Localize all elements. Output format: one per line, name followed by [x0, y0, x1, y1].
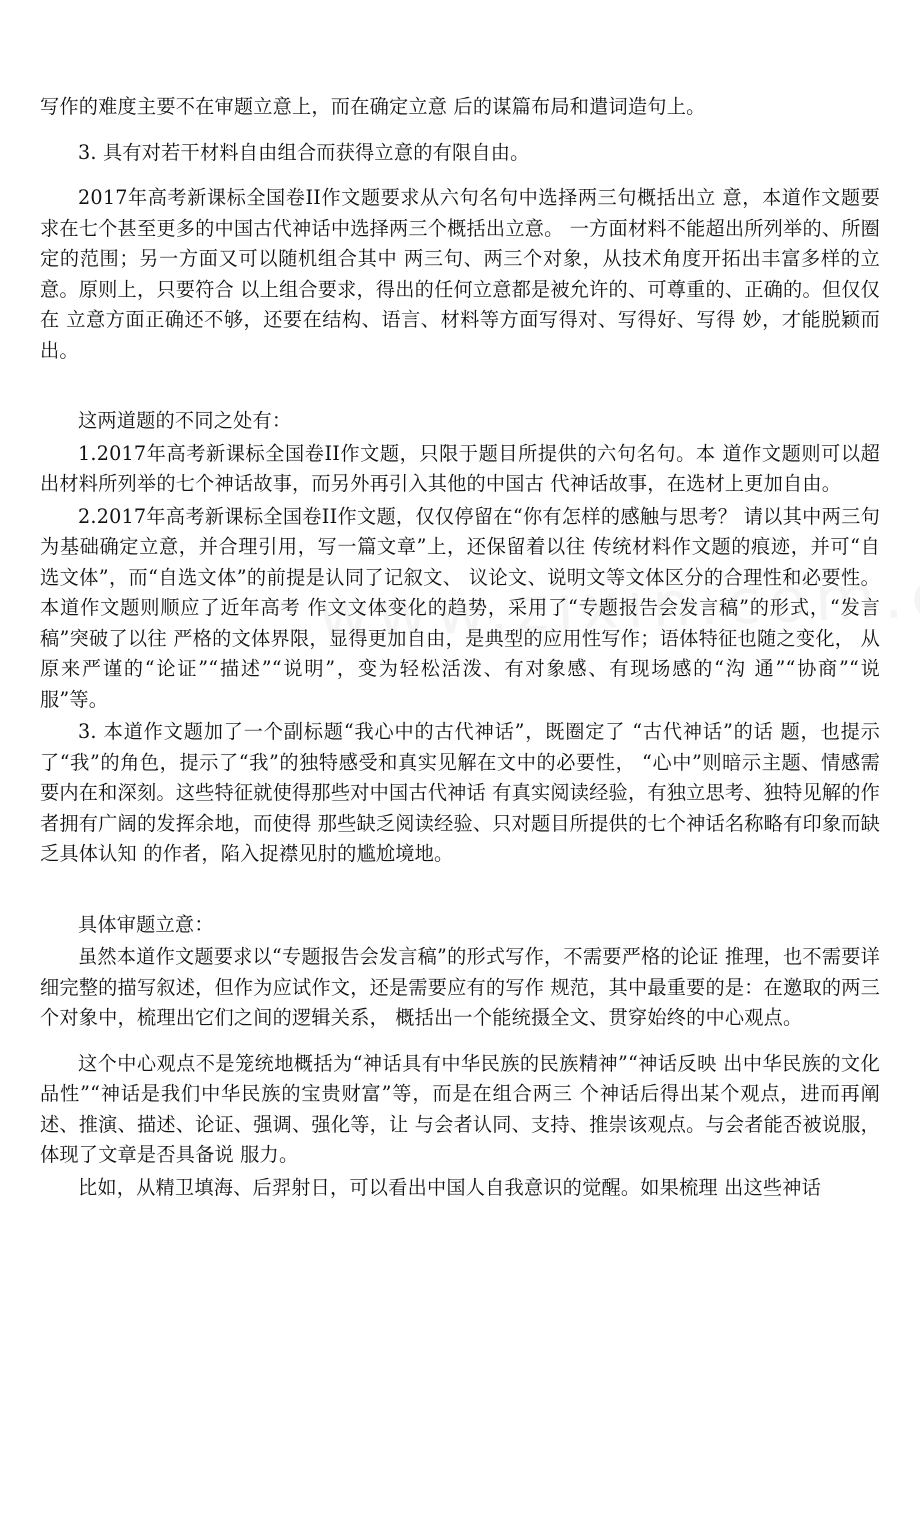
paragraph-difference-2: 2.2017年高考新课标全国卷II作文题，仅仅停留在“你有怎样的感触与思考？ 请以其中两三句为基础确定立意，并合理引用，写一篇文章”上，还保留着以往 传统材料作文题的痕迹，并可“自选文体”，而“自选文体”的前提是认同了记叙文、 议论文、说明文等文体区分的合理性和必要性。本道作文题则顺应了近年高考 作文文体变化的趋势，采用了“专题报告会发言稿”的形式，“发言稿”突破了以往 严格的文体界限，显得更加自由，是典型的应用性写作；语体特征也随之变化， 从原来严谨的“论证”“描述”“说明”，变为轻松活泼、有对象感、有现场感的“沟 通”“协商”“说服”等。 [40, 504, 880, 711]
paragraph-example: 比如，从精卫填海、后羿射日，可以看出中国人自我意识的觉醒。如果梳理 出这些神话 [78, 1175, 822, 1199]
paragraph-differences-heading: 这两道题的不同之处有： [78, 409, 292, 432]
paragraph-difference-3: 3. 本道作文题加了一个副标题“我心中的古代神话”，既圈定了 “古代神话”的话 题，也提示了“我”的角色，提示了“我”的独特感受和真实见解在文中的必要性， “心中”则暗示主题、情感需要内在和深刻。这些特征就使得那些对中国古代神话 有真实阅读经验，有独立思考、独特见解的作者拥有广阔的发挥余地，而使得 那些缺乏阅读经验、只对题目所提供的七个神话名称略有印象而缺乏具体认知 的作者，陷入捉襟见肘的尴尬境地。 [40, 720, 880, 865]
paragraph-central-idea: 这个中心观点不是笼统地概括为“神话具有中华民族的民族精神”“神话反映 出中华民族的文化品性”“神话是我们中华民族的宝贵财富”等，而是在组合两三 个神话后得出某个观点，进而再阐述、推演、描述、论证、强调、强化等，让 与会者认同、支持、推崇该观点。与会者能否被说服，体现了文章是否具备说 服力。 [40, 1051, 880, 1166]
paragraph-specific-requirements: 虽然本道作文题要求以“专题报告会发言稿”的形式写作，不需要严格的论证 推理，也不需要详细完整的描写叙述，但作为应试作文，还是需要应有的写作 规范，其中最重要的是：在邀取的两三个对象中，梳理出它们之间的逻辑关系， 概括出一个能统摄全文、贯穿始终的中心观点。 [40, 945, 880, 1029]
paragraph-difference-1: 1.2017年高考新课标全国卷II作文题，只限于题目所提供的六句名句。本 道作文题则可以超出材料所列举的七个神话故事，而另外再引入其他的中国古 代神话故事，在选材上更加自由。 [40, 441, 880, 495]
paragraph-point-3-freedom: 3. 具有对若干材料自由组合而获得立意的有限自由。 [78, 140, 530, 164]
paragraph-specific-heading: 具体审题立意： [78, 912, 214, 936]
paragraph-2017-comparison: 2017年高考新课标全国卷II作文题要求从六句名句中选择两三句概括出立 意，本道作文题要求在七个甚至更多的中国古代神话中选择两三个概括出立意。 一方面材料不能超出所列举的、所圈定的范围；另一方面又可以随机组合其中 两三句、两三个对象，从技术角度开拓出丰富多样的立意。原则上，只要符合 以上组合要求，得出的任何立意都是被允许的、可尊重的、正确的。但仅仅在 立意方面正确还不够，还要在结构、语言、材料等方面写得对、写得好、写得 妙，才能脱颖而出。 [40, 186, 880, 362]
paragraph-intro-continuation: 写作的难度主要不在审题立意上，而在确定立意 后的谋篇布局和遣词造句上。 [40, 95, 706, 118]
